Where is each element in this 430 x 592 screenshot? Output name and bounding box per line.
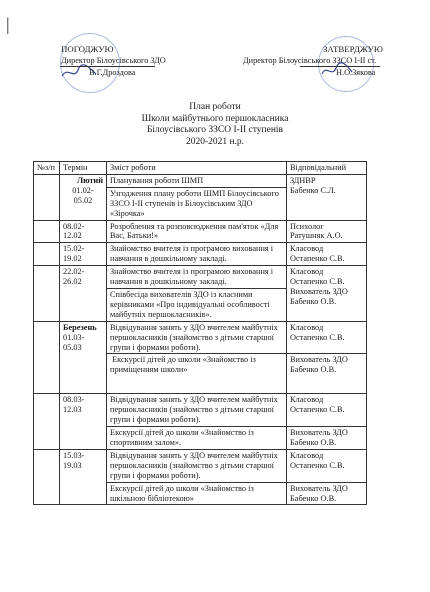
approval-right-line1: Директор Білоусівського ЗЗСО І-ІІ ст. bbox=[243, 56, 377, 65]
number-cell bbox=[34, 220, 60, 243]
table-row bbox=[34, 220, 367, 243]
term-cell bbox=[60, 321, 107, 394]
term-cell: 15.02- 19.02 bbox=[60, 243, 107, 266]
header-number: №з/п bbox=[34, 162, 60, 175]
title-line-2: Школи майбутнього першокласника bbox=[141, 113, 289, 124]
table-row bbox=[34, 321, 367, 354]
underline-right bbox=[300, 66, 380, 67]
responsible-cell: Вихователь ЗДО Бабенко О.В. bbox=[287, 482, 367, 505]
approval-left-line2: В.Г.Дроздова bbox=[89, 68, 136, 77]
table-header-row bbox=[34, 162, 367, 175]
table-row bbox=[34, 243, 367, 266]
title-line-1: План роботи bbox=[189, 102, 241, 112]
number-cell bbox=[34, 243, 60, 266]
margin-mark: | bbox=[6, 14, 10, 34]
header-content: Зміст роботи bbox=[107, 162, 287, 175]
responsible-cell: Класовод Остапенко С.В. bbox=[287, 321, 367, 354]
month-label: Лютий bbox=[76, 175, 103, 185]
header-term: Термін bbox=[60, 162, 107, 175]
term-cell: 08.02- 12.02 bbox=[60, 220, 107, 243]
plan-table bbox=[33, 161, 367, 505]
content-cell: Співбесіда вихователів ЗДО із класними керівниками «Про індивідуальні особливості майбутніх першокласників». bbox=[107, 288, 287, 321]
responsible-cell: Класовод Остапенко С.В. bbox=[287, 394, 367, 427]
term-cell: 15.03- 19.03 bbox=[60, 449, 107, 505]
table-row bbox=[34, 449, 367, 482]
content-cell: Екскурсії дітей до школи «Знайомство із шкільною бібліотекою» bbox=[107, 482, 287, 505]
underline-left bbox=[60, 66, 155, 67]
responsible-cell: Психолог Ратушняк А.О. bbox=[287, 220, 367, 243]
term-cell: 22.02- 26.02 bbox=[60, 266, 107, 322]
content-cell: Екскурсії дітей до школи «Знайомство із спортивним залом». bbox=[107, 427, 287, 450]
term-dates: 01.02- 05.02 bbox=[72, 185, 94, 205]
responsible-cell: Класовод Остапенко С.В. Вихователь ЗДО Бабенко О.В. bbox=[287, 266, 367, 322]
number-cell bbox=[34, 321, 60, 394]
approval-right-heading: ЗАТВЕРДЖУЮ bbox=[323, 44, 383, 54]
responsible-cell: ЗДНВР Бабенко С.Л. bbox=[287, 174, 367, 220]
content-cell: Знайомство вчителя із програмою виховання і навчання в дошкільному закладі. bbox=[107, 243, 287, 266]
header-responsible: Відповідальний bbox=[287, 162, 367, 175]
content-cell: Узгодження плану роботи ШМП Білоусівського ЗЗСО І-ІІ ступенів із Білоусівським ЗДО «Зірочка» bbox=[107, 187, 287, 220]
term-cell bbox=[60, 174, 107, 220]
approval-right-line2: Н.О.Зякова bbox=[336, 68, 376, 77]
responsible-cell: Вихователь ЗДО Бабенко О.В. bbox=[287, 354, 367, 394]
approval-left-line1: Директор Білоусівського ЗДО bbox=[61, 56, 166, 65]
content-cell: Екскурсії дітей до школи «Знайомство із приміщенням школи» bbox=[107, 354, 287, 394]
content-cell: Відвідування занять у ЗДО вчителем майбутніх першокласників (знайомство з дітьми старшої групи і формами роботи). bbox=[107, 321, 287, 354]
table-row bbox=[34, 266, 367, 289]
plan-title bbox=[0, 102, 430, 148]
term-cell: 08.03- 12.03 bbox=[60, 394, 107, 450]
content-cell: Планування роботи ШМП bbox=[107, 174, 287, 187]
responsible-cell: Класовод Остапенко С.В. bbox=[287, 243, 367, 266]
content-cell: Відвідування занять у ЗДО вчителем майбутніх першокласників (знайомство з дітьми старшої групи і формами роботи). bbox=[107, 449, 287, 482]
table-row bbox=[34, 394, 367, 427]
number-cell bbox=[34, 174, 60, 220]
content-cell: Знайомство вчителя із програмою виховання і навчання в дошкільному закладі. bbox=[107, 266, 287, 289]
title-line-3: Білоусівського ЗЗСО І-ІІ ступенів bbox=[146, 125, 284, 135]
content-cell: Розроблення та розповсюдження пам'яток «Для Вас, Батьки!» bbox=[107, 220, 287, 243]
number-cell bbox=[34, 394, 60, 450]
responsible-cell: Вихователь ЗДО Бабенко О.В. bbox=[287, 427, 367, 450]
number-cell bbox=[34, 449, 60, 505]
month-label: Березень bbox=[63, 322, 97, 332]
table-row bbox=[34, 174, 367, 187]
title-line-4: 2020-2021 н.р. bbox=[185, 136, 245, 147]
term-dates: 01.03- 05.03 bbox=[63, 332, 85, 352]
responsible-cell: Класовод Остапенко С.В. bbox=[287, 449, 367, 482]
content-cell: Відвідування занять у ЗДО вчителем майбутніх першокласників (знайомство з дітьми старшої групи і формами роботи). bbox=[107, 394, 287, 427]
number-cell bbox=[34, 266, 60, 322]
approval-left-heading: ПОГОДЖУЮ bbox=[61, 44, 114, 54]
